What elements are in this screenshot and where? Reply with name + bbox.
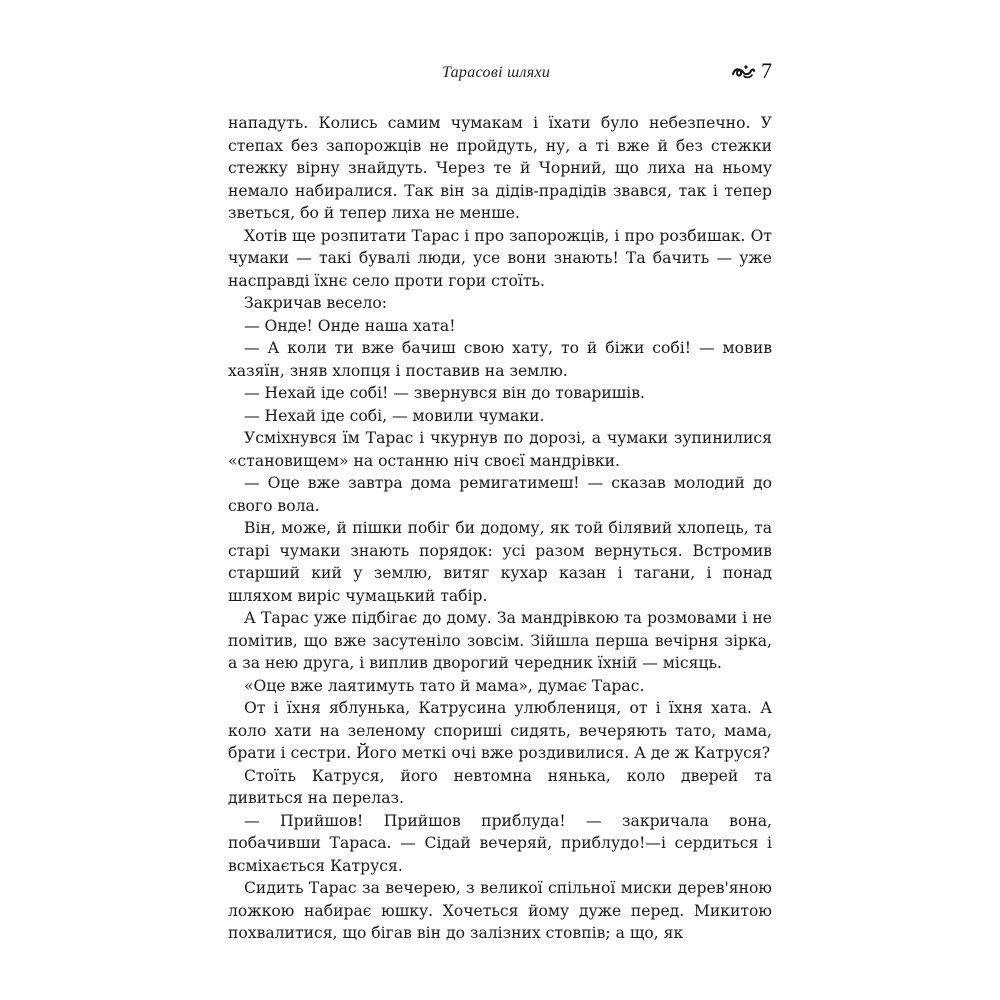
running-title: Тарасові шляхи xyxy=(442,64,551,81)
swirl-ornament-icon xyxy=(731,62,755,80)
paragraph: — Онде! Онде наша хата! xyxy=(244,316,456,335)
paragraph: Закричав весело: xyxy=(244,294,387,312)
page-number: 7 xyxy=(761,58,772,83)
paragraph: — А коли ти вже бачиш свою хату, то й біжи собі! — мовив хазяїн, зняв хлопця і поставив на землю. xyxy=(228,339,772,380)
paragraph: — Нехай іде собі, — мовили чумаки. xyxy=(244,406,545,425)
paragraph: «Оце вже лаятимуть тато й мама», думає Тарас. xyxy=(244,676,645,695)
paragraph: А Тарас уже підбігає до дому. За мандрівкою та розмовами і не помітив, що вже засутеніло зовсім. Зійшла перша вечірня зірка, а за нею друга, і виплив дворогий чередник їхній — місяць. xyxy=(228,609,772,672)
paragraph: — Прийшов! Прийшов приблуда! — закричала вона, побачивши Тараса. — Сідай вечеряй, приблудо!—і сердиться і всміхається Катруся. xyxy=(228,811,772,875)
paragraph: Стоїть Катруся, його невтомна нянька, коло дверей та дивиться на перелаз. xyxy=(228,766,772,807)
paragraph: Сидить Тарас за вечерею, з великої спільної миски дерев'яною ложкою набирає юшку. Хочеться йому дуже перед. Микитою похвалитися, що бігав він до залізних стовпів; а що, як xyxy=(228,879,772,942)
paragraph: — Нехай іде собі! — звернувся він до товаришів. xyxy=(244,384,645,402)
paragraph: Він, може, й пішки побіг би додому, як той білявий хлопець, та старі чумаки знають порядок: усі разом вернуться. Встромив старший кий у землю, витяг кухар казан і тагани, і понад шляхом виріс чумацький табір. xyxy=(228,519,772,605)
paragraph: нападуть. Колись самим чумакам і їхати було небезпечно. У степах без запорожців не пройдуть, ну, а ті вже й без стежки стежку вірну знайдуть. Через те й Чорний, що лиха на ньому немало набиралися. Так він за дідів-прадідів звався, так і тепер зветься, бо й тепер лиха не менше. xyxy=(228,114,772,222)
page-header xyxy=(228,58,772,88)
paragraph: — Оце вже завтра дома ремигатимеш! — сказав молодий до свого вола. xyxy=(228,474,772,515)
paragraph: Усміхнувся їм Тарас і чкурнув по дорозі, а чумаки зупинилися «становищем» на останню ніч своєї мандрівки. xyxy=(228,429,772,470)
paragraph: Хотів ще розпитати Тарас і про запорожців, і про розбишак. От чумаки — такі бувалі люди, усе вони знають! Та бачить — уже насправді їхнє село проти гори стоїть. xyxy=(228,226,772,290)
page-number-block xyxy=(731,58,772,84)
body-text xyxy=(228,112,772,945)
paragraph: От і їхня яблунька, Катрусина улюблениця, от і їхня хата. А коло хати на зеленому спориші сидять, вечеряють тато, мама, брати і сестри. Його меткі очі вже роздивилися. А де ж Катруся? xyxy=(228,699,772,762)
